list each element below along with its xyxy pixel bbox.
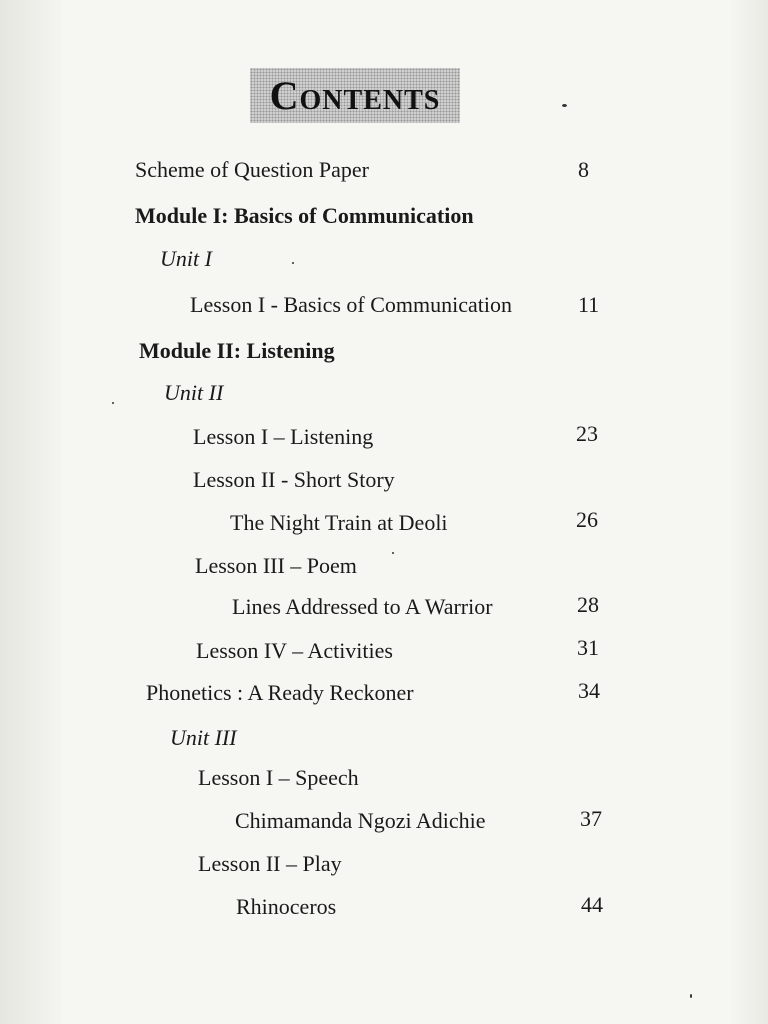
toc-page-rhinoceros: 44 — [581, 892, 603, 917]
scan-speck — [562, 104, 567, 107]
toc-entry-speech: Lesson I – Speech — [198, 765, 359, 790]
toc-page-listening: 23 — [576, 421, 598, 446]
toc-module-2: Module II: Listening — [139, 338, 335, 363]
toc-entry-phonetics: Phonetics : A Ready Reckoner — [146, 680, 414, 705]
toc-entry-scheme: Scheme of Question Paper — [135, 157, 369, 182]
toc-page-basics-of-communication: 11 — [578, 292, 600, 317]
page-title: Contents — [250, 68, 460, 123]
toc-entry-night-train: The Night Train at Deoli — [230, 510, 448, 535]
toc-page-phonetics: 34 — [578, 678, 600, 703]
scan-speck — [690, 994, 692, 998]
toc-entry-basics-of-communication: Lesson I - Basics of Communication — [190, 292, 513, 317]
toc-page-activities: 31 — [577, 635, 599, 660]
toc-unit-2: Unit II — [164, 380, 224, 405]
toc-entry-listening: Lesson I – Listening — [193, 424, 374, 449]
scan-speck — [292, 262, 294, 264]
toc-unit-1: Unit I — [160, 246, 212, 271]
toc-unit-3: Unit III — [170, 725, 237, 750]
toc-entry-activities: Lesson IV – Activities — [196, 638, 393, 663]
toc-entry-lines-warrior: Lines Addressed to A Warrior — [232, 594, 493, 619]
toc-page-night-train: 26 — [576, 507, 598, 532]
toc-page-lines-warrior: 28 — [577, 592, 599, 617]
scan-speck — [112, 402, 114, 404]
toc-page-scheme: 8 — [578, 157, 589, 182]
toc-module-1: Module I: Basics of Communication — [135, 203, 474, 228]
toc-entry-short-story: Lesson II - Short Story — [193, 467, 395, 492]
toc-page-adichie: 37 — [580, 806, 602, 831]
toc-entry-rhinoceros: Rhinoceros — [236, 894, 337, 919]
toc-entry-adichie: Chimamanda Ngozi Adichie — [235, 808, 486, 833]
toc-entry-play: Lesson II – Play — [198, 851, 342, 876]
scan-speck — [392, 552, 394, 554]
toc-entry-poem: Lesson III – Poem — [195, 553, 357, 578]
